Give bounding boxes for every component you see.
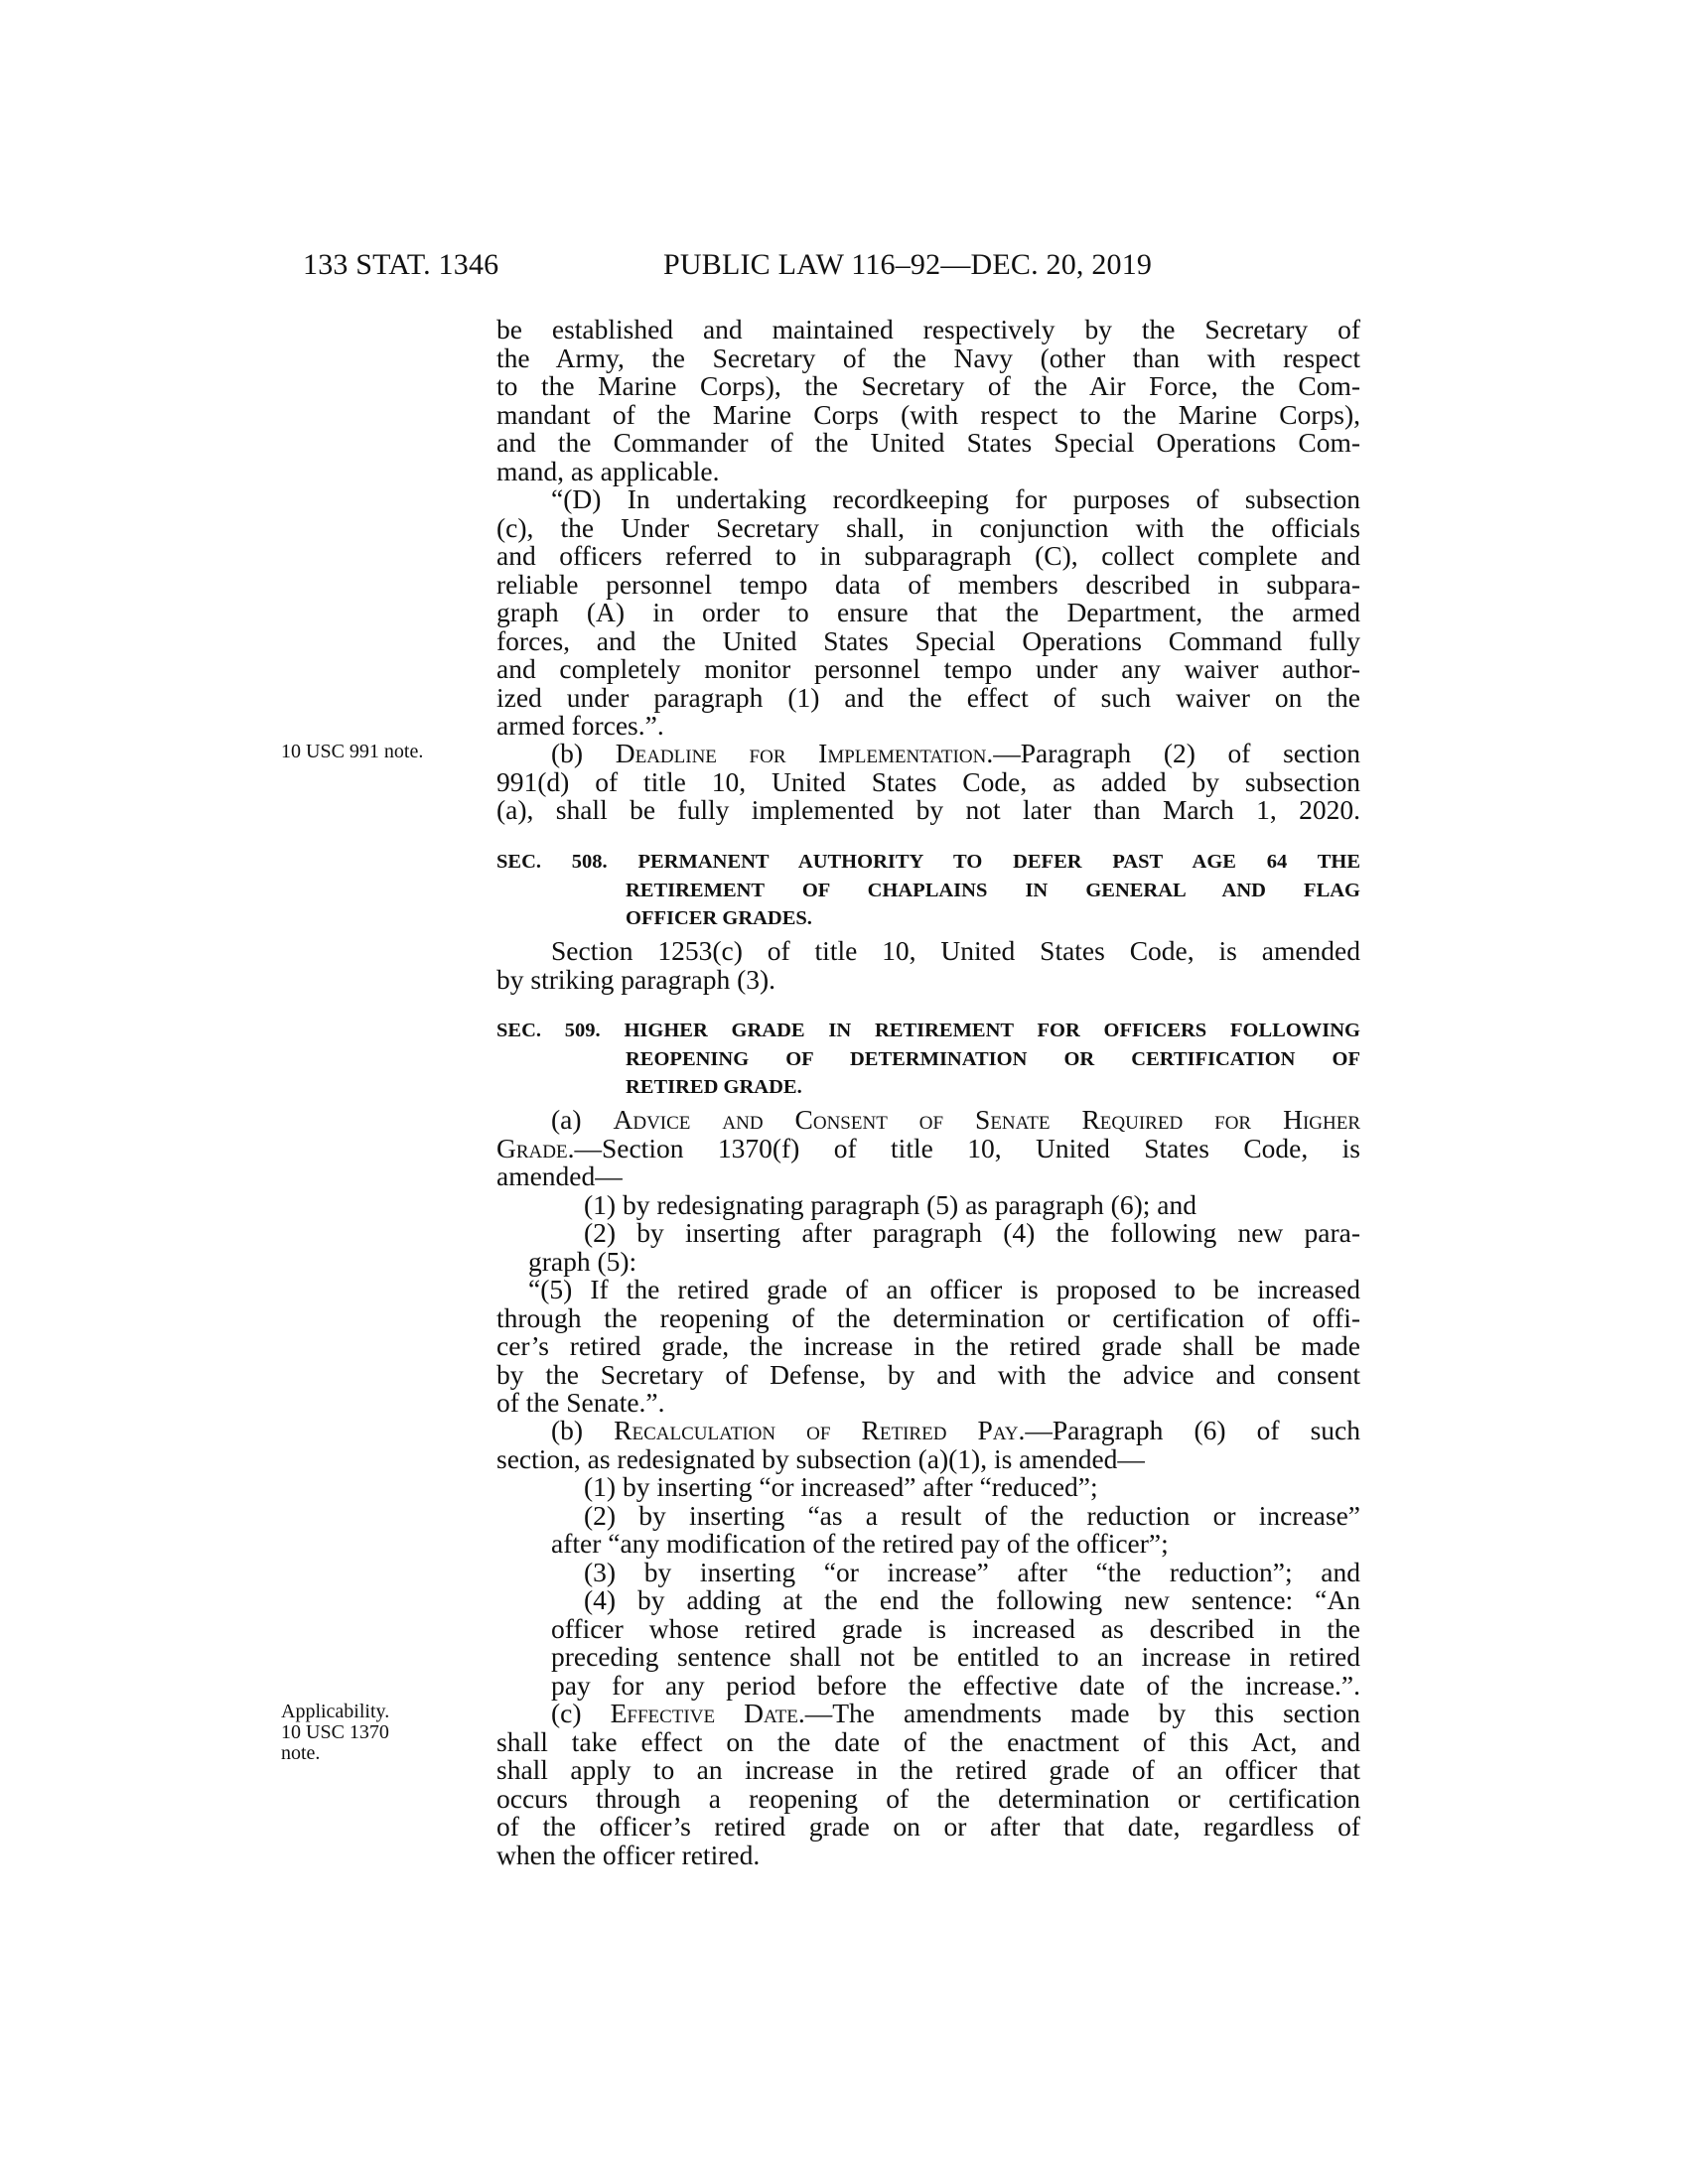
- margin-note-10-usc-991: 10 USC 991 note.: [281, 741, 424, 762]
- text-line: graph (A) in order to ensure that the Department, the armed: [496, 597, 1360, 627]
- text-line: by striking paragraph (3).: [496, 963, 776, 995]
- text-line: and the Commander of the United States Special Operations Com-: [496, 427, 1360, 458]
- text-line: section, as redesignated by subsection (a)(1), is amended—: [496, 1442, 1145, 1474]
- margin-note-applicability: [281, 1702, 389, 1764]
- subparagraph-d: [496, 485, 1360, 741]
- text-line: mand, as applicable.: [496, 455, 720, 486]
- section-508-heading: [496, 848, 1360, 933]
- text-line: (c), the Under Secretary shall, in conjunction with the officials: [496, 511, 1360, 543]
- text-line: Section 1253(c) of title 10, United States Code, is amended: [551, 935, 1360, 966]
- section-509-heading: [496, 1017, 1360, 1102]
- section-heading-line: RETIRED GRADE.: [626, 1076, 802, 1098]
- subsection-label: (b): [551, 738, 616, 768]
- text-line: (3) by inserting “or increase” after “the reduction”; and: [584, 1556, 1360, 1587]
- text-line: of the Senate.”.: [496, 1387, 665, 1418]
- text-line: [496, 1700, 1360, 1728]
- text-line: and completely monitor personnel tempo under any waiver author-: [496, 653, 1360, 684]
- statute-page-number: 133 STAT. 1346: [303, 248, 499, 281]
- text-line: cer’s retired grade, the increase in the retired grade shall be made: [496, 1330, 1360, 1361]
- text-line: after “any modification of the retired pay of the officer”;: [551, 1528, 1169, 1559]
- section-508-text: [496, 937, 1360, 994]
- subsection-b-deadline: [496, 740, 1360, 825]
- text-line: officer whose retired grade is increased as described in the: [551, 1612, 1360, 1644]
- text-line: (1) by redesignating paragraph (5) as paragraph (6); and: [584, 1188, 1196, 1220]
- subsection-text: .—Paragraph (2) of section: [986, 738, 1360, 768]
- text-line: armed forces.”.: [496, 710, 664, 741]
- text-line: [496, 1417, 1360, 1445]
- text-line: [496, 1132, 1360, 1163]
- section-heading-line: REOPENING OF DETERMINATION OR CERTIFICATION OF: [626, 1047, 1360, 1070]
- text-line: be established and maintained respectively by the Secretary of: [496, 314, 1360, 344]
- text-line: forces, and the United States Special Operations Command fully: [496, 624, 1360, 656]
- subsection-text: .—Section 1370(f) of title 10, United States Code, is: [567, 1132, 1360, 1163]
- subsection-a-advice-consent: [496, 1106, 1360, 1276]
- text-line: graph (5):: [528, 1245, 637, 1277]
- text-line: and officers referred to in subparagraph (C), collect complete and: [496, 540, 1360, 571]
- text-line: “(5) If the retired grade of an officer is proposed to be increased: [528, 1274, 1360, 1304]
- section-heading-line: SEC. 509. HIGHER GRADE IN RETIREMENT FOR OFFICERS FOLLOWING: [496, 1020, 1360, 1041]
- subsection-heading: Effective Date: [610, 1698, 798, 1728]
- quoted-paragraph-5: [496, 1276, 1360, 1418]
- text-line: when the officer retired.: [496, 1839, 761, 1870]
- text-line: shall apply to an increase in the retired grade of an officer that: [496, 1754, 1360, 1785]
- text-line: through the reopening of the determination or certification of offi-: [496, 1301, 1360, 1333]
- text-line: amended—: [496, 1160, 623, 1191]
- subsection-heading: Recalculation of Retired Pay: [614, 1415, 1019, 1445]
- subsection-heading: Grade: [496, 1132, 568, 1163]
- subsection-text: .—The amendments made by this section: [797, 1698, 1360, 1728]
- subsection-label: (c): [551, 1698, 611, 1728]
- text-line: by the Secretary of Defense, by and with the advice and consent: [496, 1358, 1360, 1390]
- text-line: mandant of the Marine Corps (with respect to the Marine Corps),: [496, 398, 1360, 430]
- text-line: preceding sentence shall not be entitled to an increase in retired: [551, 1641, 1360, 1672]
- margin-note-line: note.: [281, 1742, 321, 1764]
- text-line: [496, 1106, 1360, 1135]
- text-line: (2) by inserting “as a result of the reduction or increase”: [584, 1499, 1360, 1531]
- subsection-b-recalculation: [496, 1417, 1360, 1700]
- subsection-heading: Advice and Consent of Senate Required for Higher: [613, 1104, 1360, 1135]
- text-line: [496, 740, 1360, 768]
- text-line: (a), shall be fully implemented by not later than March 1, 2020.: [496, 794, 1360, 825]
- public-law-header: PUBLIC LAW 116–92—DEC. 20, 2019: [663, 248, 1153, 281]
- subsection-label: (b): [551, 1415, 615, 1445]
- margin-note-line: 10 USC 1370: [281, 1721, 389, 1743]
- text-line: shall take effect on the date of the enactment of this Act, and: [496, 1725, 1360, 1757]
- paragraph-continuation: [496, 316, 1360, 485]
- subsection-heading: Deadline for Implementation: [615, 738, 987, 768]
- subsection-c-effective-date: [496, 1700, 1360, 1869]
- subsection-label: (a): [551, 1104, 614, 1135]
- section-heading-line: RETIREMENT OF CHAPLAINS IN GENERAL AND FLAG: [626, 879, 1360, 901]
- section-heading-line: SEC. 508. PERMANENT AUTHORITY TO DEFER PAST AGE 64 THE: [496, 851, 1360, 873]
- text-line: of the officer’s retired grade on or after that date, regardless of: [496, 1811, 1360, 1842]
- subsection-text: .—Paragraph (6) of such: [1018, 1415, 1360, 1445]
- text-line: 991(d) of title 10, United States Code, as added by subsection: [496, 765, 1360, 797]
- section-heading-line: OFFICER GRADES.: [626, 907, 812, 929]
- margin-note-line: Applicability.: [281, 1701, 390, 1722]
- text-line: the Army, the Secretary of the Navy (other than with respect: [496, 341, 1360, 373]
- text-line: occurs through a reopening of the determination or certification: [496, 1782, 1360, 1814]
- text-line: “(D) In undertaking recordkeeping for purposes of subsection: [551, 483, 1360, 514]
- text-line: ized under paragraph (1) and the effect of such waiver on the: [496, 681, 1360, 713]
- text-line: to the Marine Corps), the Secretary of the Air Force, the Com-: [496, 370, 1360, 401]
- text-line: (2) by inserting after paragraph (4) the following new para-: [584, 1217, 1360, 1248]
- text-line: reliable personnel tempo data of members described in subpara-: [496, 568, 1360, 600]
- text-line: pay for any period before the effective date of the increase.”.: [551, 1669, 1360, 1701]
- text-line: (4) by adding at the end the following new sentence: “An: [584, 1584, 1360, 1615]
- text-line: (1) by inserting “or increased” after “reduced”;: [584, 1471, 1098, 1502]
